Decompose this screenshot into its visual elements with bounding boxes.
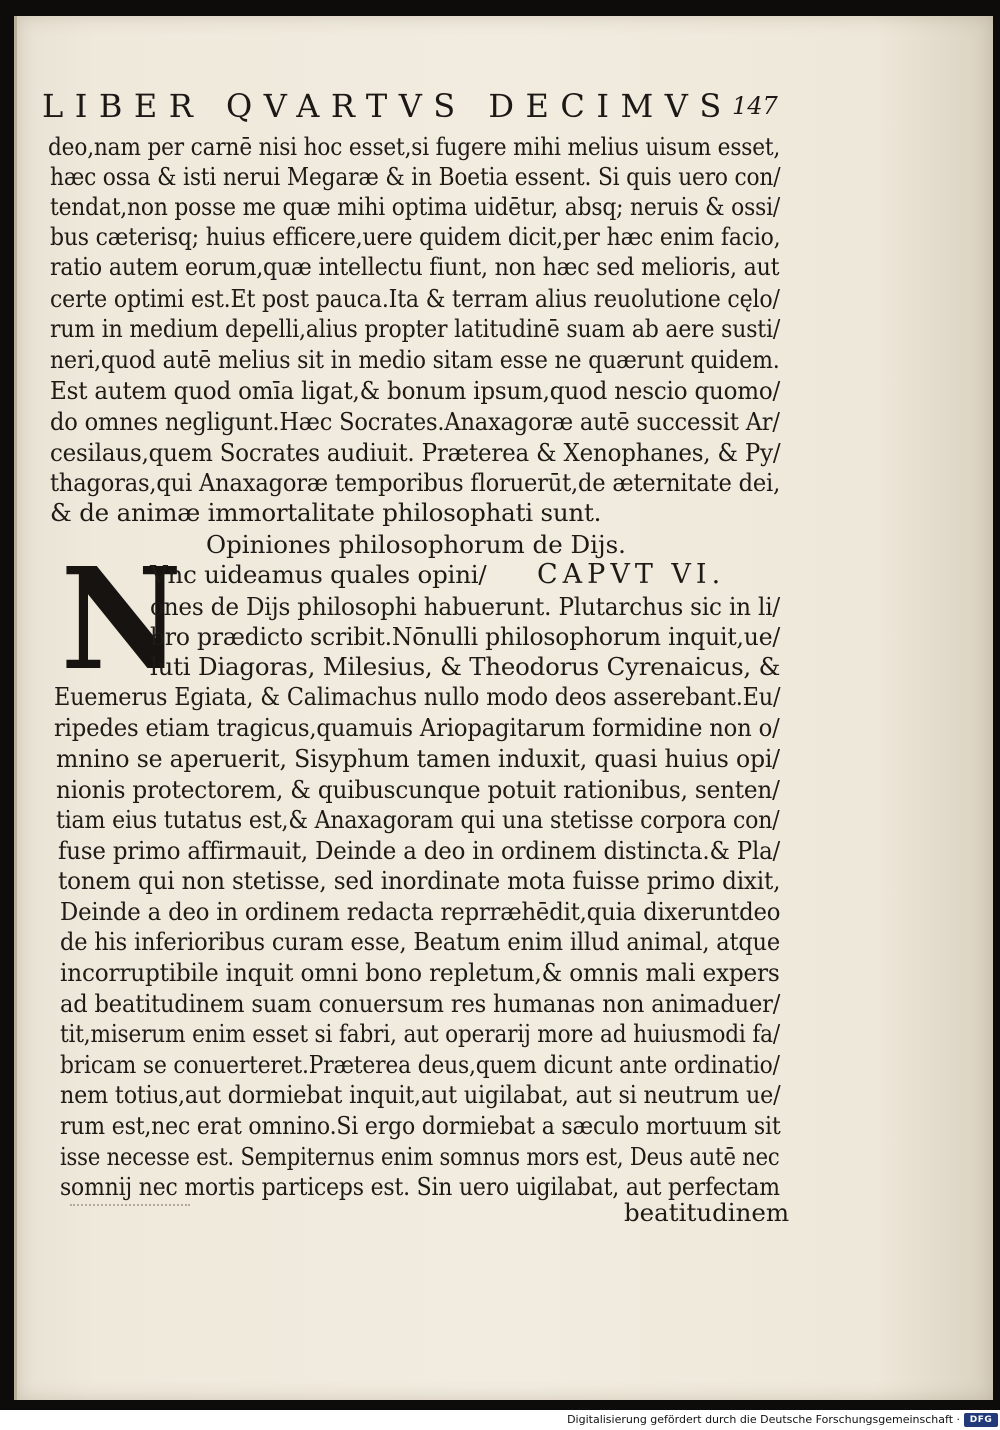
text-line: deo,nam per carnē nisi hoc esset,si fugere mihi melius uisum esset, <box>48 132 781 161</box>
text-line: de his inferioribus curam esse, Beatum enim illud animal, atque <box>60 927 780 956</box>
text-line: tit,miserum enim esset si fabri, aut operarij more ad huiusmodi fa/ <box>60 1019 780 1048</box>
chapter-heading: CAPVT VI. <box>537 559 726 590</box>
catchword: beatitudinem <box>624 1198 790 1227</box>
text-line: ratio autem eorum,quæ intellectu fiunt, non hæc sed melioris, aut <box>50 252 780 281</box>
text-line: mnino se aperuerit, Sisyphum tamen induxit, quasi huius opi/ <box>56 744 780 773</box>
text-line: fuse primo affirmauit, Deinde a deo in ordinem distincta.& Pla/ <box>58 836 781 865</box>
text-line: Vnc uideamus quales opini/ <box>150 560 487 589</box>
digitization-credit: Digitalisierung gefördert durch die Deutsche Forschungsgemeinschaft · <box>567 1413 960 1426</box>
text-line: bus cæterisq; huius efficere,uere quidem dicit,per hæc enim facio, <box>50 222 781 251</box>
ink-smudge <box>70 1204 190 1210</box>
text-line: neri,quod autē melius sit in medio sitam esse ne quærunt quidem. <box>50 345 780 374</box>
text-line: bricam se conuerteret.Præterea deus,quem dicunt ante ordinatio/ <box>60 1050 780 1079</box>
running-head-title: LIBER QVARTVS DECIMVS <box>42 87 733 125</box>
text-line: isse necesse est. Sempiternus enim somnus mors est, Deus autē nec <box>60 1142 780 1171</box>
text-line: bro prædicto scribit.Nōnulli philosophorum inquit,ue/ <box>150 622 781 651</box>
dfg-logo: DFG <box>964 1413 998 1427</box>
text-line: somnij nec mortis particeps est. Sin uero uigilabat, aut perfectam <box>60 1172 780 1201</box>
text-line: ripedes etiam tragicus,quamuis Ariopagitarum formidine non o/ <box>54 713 780 742</box>
running-head <box>42 86 792 126</box>
text-line: certe optimi est.Et post pauca.Ita & terram alius reuolutione cęlo/ <box>50 284 780 313</box>
text-line: rum in medium depelli,alius propter latitudinē suam ab aere susti/ <box>50 314 781 343</box>
text-line: nem totius,aut dormiebat inquit,aut uigilabat, aut si neutrum ue/ <box>60 1080 781 1109</box>
text-line: tiam eius tutatus est,& Anaxagoram qui una stetisse corpora con/ <box>56 805 780 834</box>
text-line: do omnes negligunt.Hæc Socrates.Anaxagoræ autē successit Ar/ <box>50 407 780 436</box>
text-line: ad beatitudinem suam conuersum res humanas non animaduer/ <box>60 989 781 1018</box>
text-line: tendat,non posse me quæ mihi optima uidētur, absq; neruis & ossi/ <box>50 192 781 221</box>
text-line: rum est,nec erat omnino.Si ergo dormiebat a sæculo mortuum sit <box>60 1111 781 1140</box>
text-line: cesilaus,quem Socrates audiuit. Præterea & Xenophanes, & Py/ <box>50 438 781 467</box>
text-line: Est autem quod omīa ligat,& bonum ipsum,quod nescio quomo/ <box>50 376 781 405</box>
text-line: Deinde a deo in ordinem redacta reprræhēdit,quia dixeruntdeo <box>60 897 781 926</box>
text-line: & de animæ immortalitate philosophati sunt. <box>50 498 602 527</box>
text-line: Euemerus Egiata, & Calimachus nullo modo deos asserebant.Eu/ <box>54 682 781 711</box>
text-line: luti Diagoras, Milesius, & Theodorus Cyrenaicus, & <box>150 652 781 681</box>
section-heading: Opiniones philosophorum de Dijs. <box>206 530 626 559</box>
text-line: hæc ossa & isti nerui Megaræ & in Boetia essent. Si quis uero con/ <box>50 162 781 191</box>
text-line: ones de Dijs philosophi habuerunt. Plutarchus sic in li/ <box>150 592 780 621</box>
folio-number: 147 <box>732 92 778 120</box>
text-line: nionis protectorem, & quibuscunque potuit rationibus, senten/ <box>56 775 780 804</box>
text-line: thagoras,qui Anaxagoræ temporibus floruerūt,de æternitate dei, <box>50 468 781 497</box>
text-line: tonem qui non stetisse, sed inordinate mota fuisse primo dixit, <box>58 866 781 895</box>
text-line: incorruptibile inquit omni bono repletum,& omnis mali expers <box>60 958 780 987</box>
drop-cap: N <box>60 538 183 702</box>
